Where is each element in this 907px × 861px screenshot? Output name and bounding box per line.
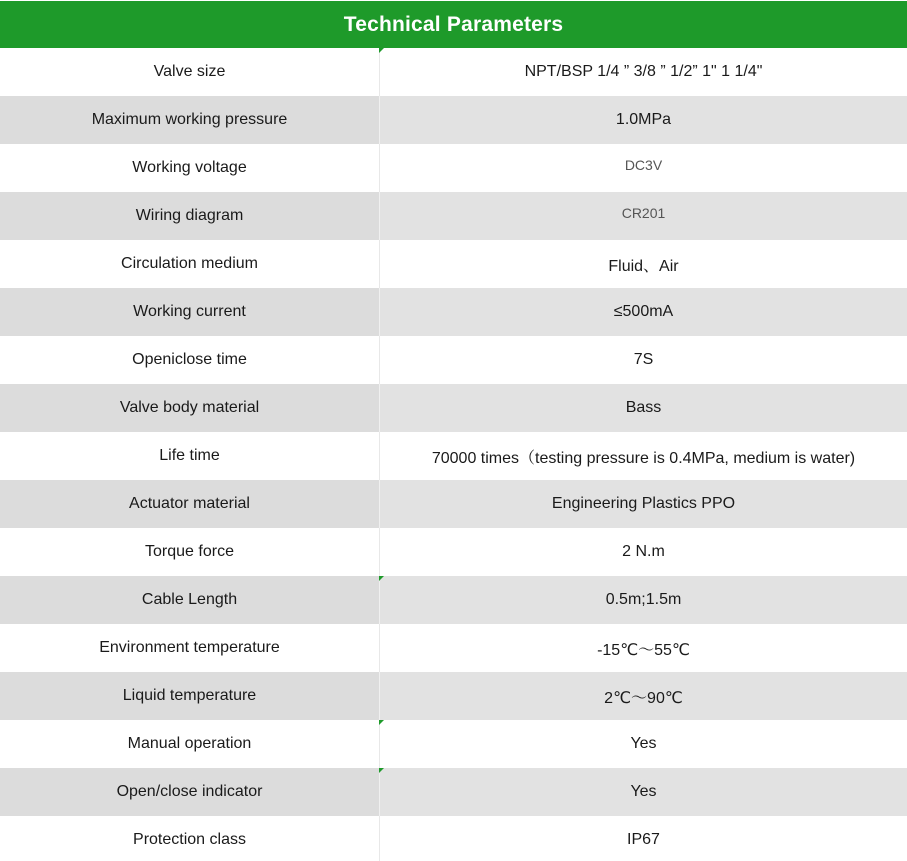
table-title: Technical Parameters	[343, 12, 564, 36]
param-value: Yes	[380, 768, 907, 816]
table-row	[0, 816, 907, 861]
table-header	[0, 1, 907, 48]
param-label: Protection class	[133, 831, 246, 848]
param-value: 1.0MPa	[380, 96, 907, 144]
param-label: Life time	[159, 447, 220, 464]
table-row	[0, 576, 907, 624]
param-label: Liquid temperature	[122, 687, 257, 704]
table-row	[0, 192, 907, 240]
table-row	[0, 96, 907, 144]
table-row	[0, 240, 907, 288]
table-row	[0, 144, 907, 192]
table-row	[0, 624, 907, 672]
param-label: Actuator material	[129, 495, 250, 512]
param-label: Maximum working pressure	[91, 111, 288, 128]
param-label: Working current	[133, 303, 246, 320]
param-label: Valve size	[153, 63, 226, 80]
param-value: 2 N.m	[622, 543, 665, 560]
cell-marker	[379, 48, 384, 53]
cell-marker	[379, 720, 384, 725]
param-label: Wiring diagram	[135, 207, 244, 224]
cell-marker	[379, 576, 384, 581]
param-value: 70000 times（testing pressure is 0.4MPa, medium is water)	[431, 449, 856, 467]
param-label: Openiclose time	[132, 351, 247, 368]
param-label: Valve body material	[119, 399, 260, 416]
param-label: Cable Length	[141, 591, 238, 608]
param-label: Circulation medium	[121, 255, 258, 272]
param-value: 7S	[633, 351, 654, 368]
table-row	[0, 528, 907, 576]
param-value: 0.5m;1.5m	[380, 576, 907, 624]
param-value: DC3V	[624, 157, 663, 173]
param-label: Working voltage	[132, 159, 247, 176]
table-row	[0, 288, 907, 336]
param-label: Open/close indicator	[116, 783, 263, 800]
param-value: Yes	[630, 735, 657, 752]
table-row	[0, 672, 907, 720]
param-value: ≤500mA	[380, 288, 907, 336]
param-label: Torque force	[145, 543, 234, 560]
param-value: CR201	[380, 192, 907, 240]
param-label: Manual operation	[127, 735, 252, 752]
param-value: Bass	[380, 384, 907, 432]
table-row	[0, 384, 907, 432]
param-label: Environment temperature	[99, 639, 280, 656]
param-value: -15℃～55℃	[597, 641, 690, 659]
param-value: IP67	[627, 831, 660, 848]
table-row	[0, 48, 907, 96]
table-row	[0, 480, 907, 528]
table-row	[0, 720, 907, 768]
table-row	[0, 432, 907, 480]
param-value: Fluid、Air	[608, 257, 679, 275]
table-row	[0, 336, 907, 384]
param-value: 2℃～90℃	[380, 672, 907, 720]
param-value: Engineering Plastics PPO	[380, 480, 907, 528]
table-row	[0, 768, 907, 816]
param-value: NPT/BSP 1/4 ” 3/8 ” 1/2” 1" 1 1/4"	[524, 63, 763, 80]
cell-marker	[379, 768, 384, 773]
